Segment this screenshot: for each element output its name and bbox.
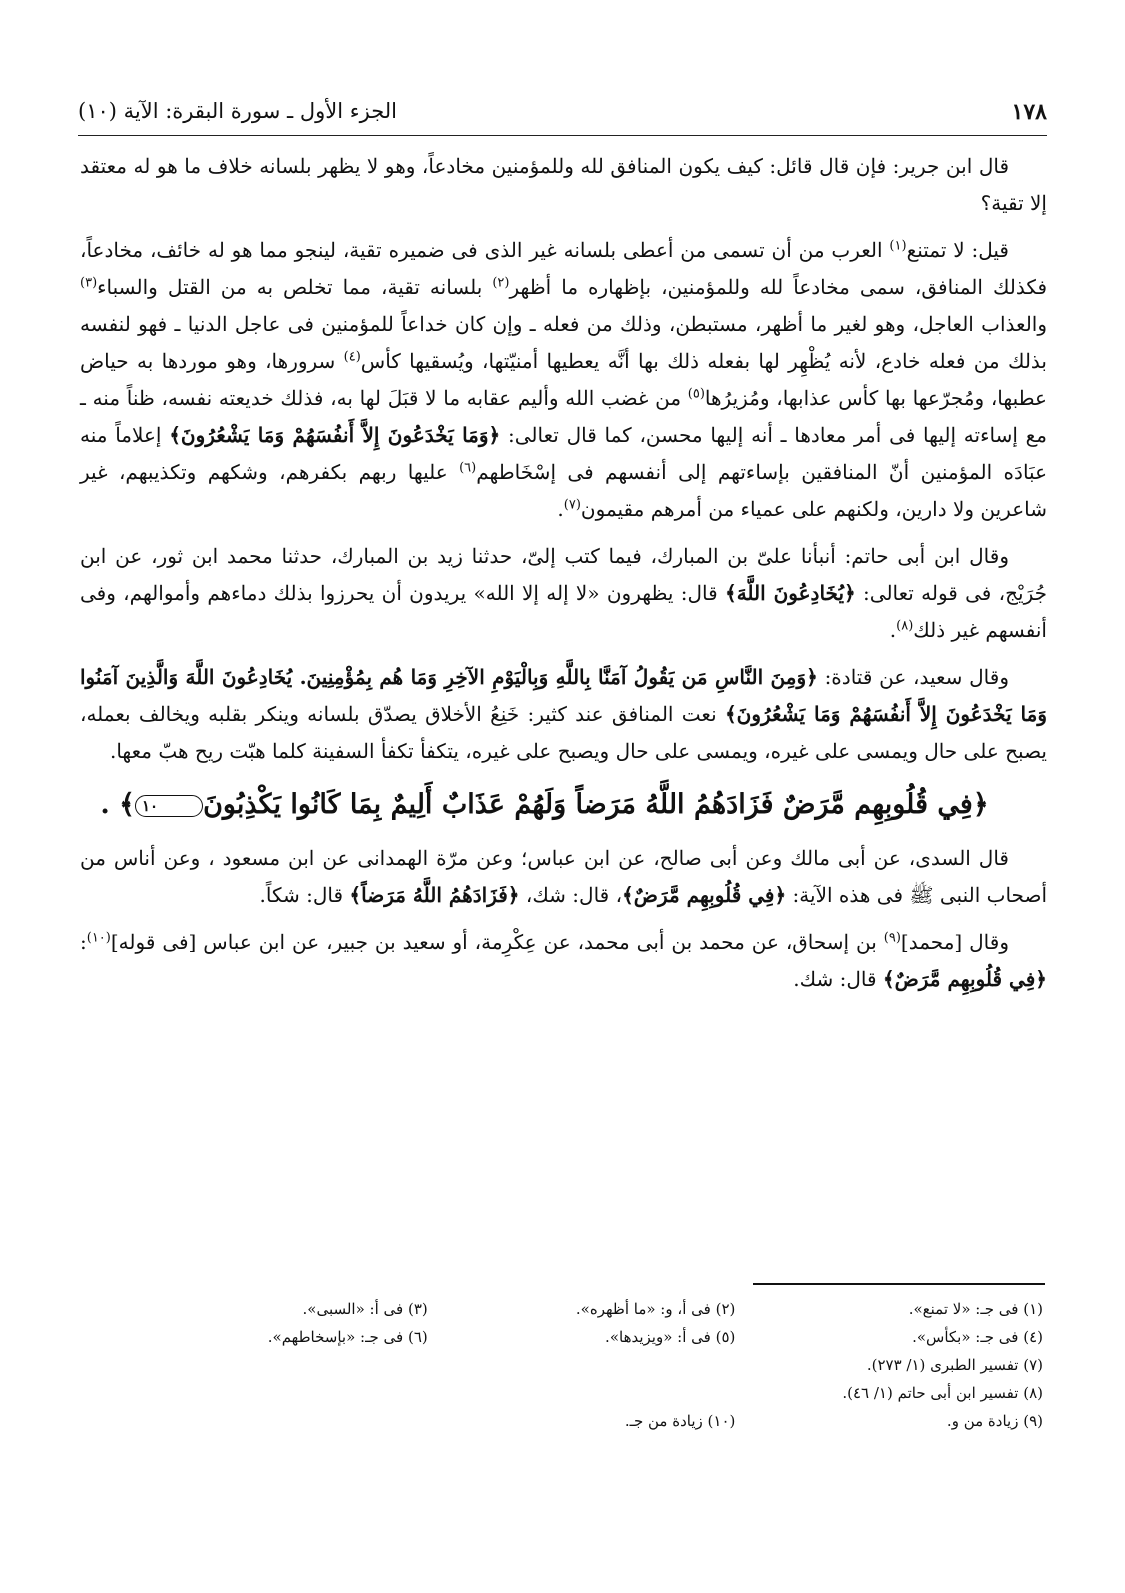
footnote-ref[interactable]: (٨): [896, 618, 914, 634]
quran-quote: ﴿فِي قُلُوبِهِم مَّرَضٌ﴾: [882, 967, 1047, 991]
quran-quote: ﴿وَمِنَ النَّاسِ مَن يَقُولُ آمَنَّا بِاللَّهِ وَبِالْيَوْمِ الآخِرِ وَمَا هُم بِمُؤْمِنِينَ. يُخَادِعُونَ اللَّهَ وَالَّذِينَ آمَنُوا وَمَا يَخْدَعُونَ إِلاَّ أَنفُسَهُمْ وَمَا يَشْعُرُونَ﴾: [80, 665, 1048, 726]
footnote-ref[interactable]: (٩): [883, 930, 901, 946]
ayah-number: ١٠: [135, 795, 203, 817]
main-text: [80, 148, 1047, 1008]
footnote-ref[interactable]: (٦): [459, 460, 477, 476]
footnote-ref[interactable]: (١): [889, 238, 907, 254]
quran-quote: ﴿فَزَادَهُمُ اللَّهُ مَرَضاً﴾: [349, 883, 520, 907]
footnote-divider: [753, 1283, 1045, 1285]
footnote-ref[interactable]: (٥): [687, 386, 705, 402]
quran-quote: ﴿يُخَادِعُونَ اللَّهَ﴾: [724, 581, 856, 605]
footnote-item: (١٠) زيادة من جـ.: [624, 1412, 736, 1430]
footnotes: [120, 1295, 1043, 1435]
paragraph-5: قال السدى، عن أبى مالك وعن أبى صالح، عن ابن عباس؛ وعن مرّة الهمدانى عن ابن مسعود ، وعن أناس من أصحاب النبى ﷺ فى هذه الآية: ﴿فِي قُلُوبِهِم مَّرَضٌ﴾، قال: شك، ﴿فَزَادَهُمُ اللَّهُ مَرَضاً﴾ قال: شكاً.: [80, 846, 1047, 907]
quran-quote: ﴿وَمَا يَخْدَعُونَ إِلاَّ أَنفُسَهُمْ وَمَا يَشْعُرُونَ﴾: [169, 423, 501, 447]
footnote-ref[interactable]: (٧): [563, 497, 581, 513]
paragraph-2: قيل: لا تمتنع$^{(١)}$ العرب من أن تسمى من أعطى بلسانه غير الذى فى ضميره تقية، لينجو مما هو له خائف، مخادعاً، فكذلك المنافق، سمى مخادعاً لله وللمؤمنين، بإظهاره ما أظهر$^{(٢)}$ بلسانه تقية، مما تخلص به من القتل والسباء$^{(٣)}$ والعذاب العاجل، وهو لغير ما أظهر، مستبطن، وذلك من فعله ـ وإن كان خداعاً للمؤمنين فى عاجل الدنيا ـ فهو لنفسه بذلك من فعله خادع، لأنه يُظْهِر لها بفعله ذلك بها أنَّه يعطيها أمنيّتها، ويُسقيها كأس$^{(٤)}$ سرورها، وهو موردها به حياض عطبها، ومُجرّعها بها كأس عذابها، ومُزيرُها$^{(٥)}$ من غضب الله وأليم عقابه ما لا قبَلَ لها به، فذلك خديعته نفسه، ظناً منه ـ مع إساءته إليها فى أمر معادها ـ أنه إليها محسن، كما قال تعالى: ﴿وَمَا يَخْدَعُونَ إِلاَّ أَنفُسَهُمْ وَمَا يَشْعُرُونَ﴾ إعلاماً منه عبَادَه المؤمنين أنّ المنافقين بإساءتهم إلى أنفسهم فى إسْخَاطهم$^{(٦)}$ عليها ربهم بكفرهم، وشكهم وتكذيبهم، غير شاعرين ولا دارين، ولكنهم على عمياء من أمرهم مقيمون$^{(٧)}$.: [80, 238, 1048, 521]
footnote-item: (٤) فى جـ: «بكأس».: [912, 1328, 1043, 1346]
footnote-ref[interactable]: (٤): [343, 349, 361, 365]
footnote-item: (٢) فى أ، و: «ما أظهره».: [575, 1300, 736, 1318]
footnote-item: (١) فى جـ: «لا تمنع».: [908, 1300, 1043, 1318]
paragraph-6: وقال [محمد]$^{(٩)}$ بن إسحاق، عن محمد بن أبى محمد، عن عِكْرِمة، أو سعيد بن جبير، عن ابن عباس [فى قوله]$^{(١٠)}$: ﴿فِي قُلُوبِهِم مَّرَضٌ﴾ قال: شك.: [80, 930, 1047, 991]
footnote-item: (٧) تفسير الطبرى (١/ ٢٧٣).: [866, 1356, 1043, 1374]
paragraph-1: قال ابن جرير: فإن قال قائل: كيف يكون المنافق لله وللمؤمنين مخادعاً، وهو لا يظهر بلسانه خلاف ما هو له معتقد إلا تقية؟: [80, 154, 1047, 215]
quran-quote: ﴿فِي قُلُوبِهِم مَّرَضٌ﴾: [622, 883, 787, 907]
footnote-ref[interactable]: (٢): [492, 275, 510, 291]
footnote-item: (٥) فى أ: «ويزيدها».: [605, 1328, 736, 1346]
page-number: ١٧٨: [1011, 99, 1047, 125]
page-header: [78, 95, 1047, 136]
footnote-ref[interactable]: (١٠): [86, 930, 111, 946]
footnote-item: (٨) تفسير ابن أبى حاتم (١/ ٤٦).: [842, 1384, 1043, 1402]
footnote-item: (٦) فى جـ: «بإسخاطهم».: [267, 1328, 428, 1346]
running-title: الجزء الأول ـ سورة البقرة: الآية (١٠): [78, 99, 397, 123]
paragraph-3: وقال ابن أبى حاتم: أنبأنا علىّ بن المبارك، فيما كتب إلىّ، حدثنا زيد بن المبارك، حدثنا محمد ابن ثور، عن ابن جُرَيْج، فى قوله تعالى: ﴿يُخَادِعُونَ اللَّهَ﴾ قال: يظهرون «لا إله إلا الله» يريدون أن يحرزوا بذلك دماءهم وأموالهم، وفى أنفسهم غير ذلك$^{(٨)}$.: [80, 544, 1047, 642]
footnote-item: (٣) فى أ: «السبى».: [302, 1300, 428, 1318]
footnote-ref[interactable]: (٣): [80, 275, 98, 291]
paragraph-4: وقال سعيد، عن قتادة: ﴿وَمِنَ النَّاسِ مَن يَقُولُ آمَنَّا بِاللَّهِ وَبِالْيَوْمِ الآخِرِ وَمَا هُم بِمُؤْمِنِينَ. يُخَادِعُونَ اللَّهَ وَالَّذِينَ آمَنُوا وَمَا يَخْدَعُونَ إِلاَّ أَنفُسَهُمْ وَمَا يَشْعُرُونَ﴾ نعت المنافق عند كثير: خَنِعُ الأخلاق يصدّق بلسانه وينكر بقلبه ويخالف بعمله، يصبح على حال ويمسى على غيره، ويمسى على حال ويصبح على غيره، يتكفأ تكفأ السفينة كلما هبّت ريح هبّ معها.: [80, 665, 1048, 763]
footnote-item: (٩) زيادة من و.: [946, 1412, 1043, 1430]
ayah-heading: ﴿فِي قُلُوبِهِم مَّرَضٌ فَزَادَهُمُ اللَّهُ مَرَضاً وَلَهُمْ عَذَابٌ أَلِيمٌ بِمَا كَانُوا يَكْذِبُونَ١٠﴾ .: [100, 789, 989, 820]
